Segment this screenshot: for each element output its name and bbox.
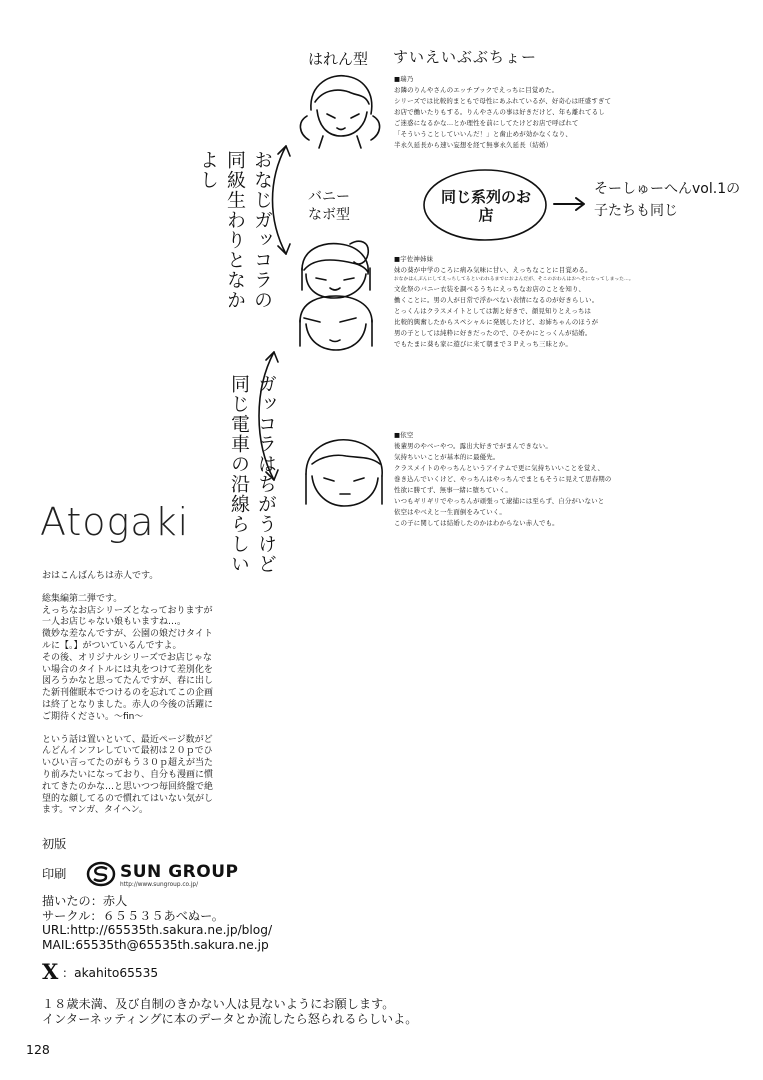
- char-line: この子に関しては結婚したのかはわからない赤人でも。: [394, 519, 559, 527]
- afterword-paragraph: おはこんばんちは赤人です。: [42, 571, 159, 581]
- afterword-paragraph: 総集編第二弾です。 えっちなお店シリーズとなっておりますが 一人お店じゃない娘もいますね…。 微妙な差なんですが、公園の娘だけタイト ルに【。】がついているんですよ。 その後、オリジナルシリーズでお店じゃな い場合のタイトルには丸をつけて差別化を 図ろうかなと思ってたんですが、春に出し た新刊催眠本でつけるのを忘れてこの企画 は終了となりました。赤人の今後の活躍に ご期待ください。～fin～: [42, 593, 214, 722]
- character-sketch-mizuno: [293, 70, 389, 152]
- print-label: 印刷: [42, 867, 67, 881]
- char-line: 妹の葵が中学のころに病み気味に甘い、えっちなことに目覚める。: [394, 266, 592, 274]
- char-line: 巻き込んでいくけど、やっちんはやっちんでまともそうに見えて思春期の: [394, 475, 612, 483]
- credits-block: [42, 894, 272, 952]
- char-line: お店で働いたりもする。りんやさんの事は好きだけど、年も離れてるし: [394, 108, 605, 116]
- char-line: ご迷惑になるかな…とか理性を前にしてたけどお店で呼ばれて: [394, 119, 579, 127]
- char-line: 性欲に勝てず、無事一緒に堕ちていく。: [394, 486, 512, 494]
- char-line: 「そういうことしていいんだ！」と歯止めが効かなくなり、: [394, 130, 572, 138]
- char-block-isora: [394, 430, 612, 529]
- char-line: 働くことに。男の人が日常で浮かべない表情になるのが好きらしい。: [394, 296, 599, 304]
- note-same-school-classmates: おなじガッコラの同級生わりとなかよし: [197, 150, 273, 310]
- page-number: 128: [26, 1042, 50, 1057]
- char-line: 男の子としては純粋に好きだったので、ひそかにとっくんが結婚。: [394, 329, 592, 337]
- char-line: とっくんはクラスメイトとしては割と好きで、顔見知りとえっちは: [394, 307, 592, 315]
- credit-url: URL:http://65535th.sakura.ne.jp/blog/: [42, 923, 273, 938]
- label-bunny-type: バニーなボ型: [308, 189, 350, 223]
- afterword-title: Atogaki: [40, 500, 190, 544]
- notice-piracy: インターネッティングに本のデータとか流したら怒られるらしいよ。: [42, 1011, 418, 1026]
- right-arrow: [552, 196, 588, 212]
- notices-block: [42, 997, 418, 1026]
- credit-artist: 描いたの：赤人: [42, 894, 128, 908]
- printer-name: SUN GROUP: [120, 862, 239, 882]
- afterword-paragraph: という話は置いといて、最近ページ数がど んどんインフレしていて最初は２０ｐでひ いひい言ってたのがもう３０ｐ超えが当た り前みたいになっており、自分も漫画に慣 れてきたのかな…と思いつつ毎回終盤で絶 望的な顔してるので慣れてはいない気がし ます。マンガ、タイヘン。: [42, 734, 214, 816]
- printer-url: http://www.sungroup.co.jp/: [120, 882, 199, 888]
- char-line: 依空はやべえと一生面倒をみていく。: [394, 508, 506, 516]
- char-line: クラスメイトのやっちんというアイテムで更に気持ちいいことを覚え、: [394, 464, 605, 472]
- x-logo-icon: X: [42, 959, 59, 984]
- character-sketch-isora: [296, 434, 396, 514]
- char-block-usagami: [394, 254, 634, 350]
- credit-mail: MAIL:65535th@65535th.sakura.ne.jp: [42, 937, 269, 952]
- char-line: でもたまに葵も家に遊びに来て朝まで３Ｐえっち三昧とか。: [394, 340, 572, 348]
- char-name: ■宇佐神姉妹: [394, 255, 434, 263]
- sungroup-logo-icon: [86, 861, 116, 887]
- note-same-train-line: ガッコラはちがうけど同じ電車の沿線らしい: [228, 374, 277, 574]
- char-line: シリーズでは比較的まともで母性にあふれているが、好奇心は旺盛すぎて: [394, 97, 612, 105]
- printer-logo: [86, 861, 239, 891]
- credit-circle: サークル：６５５３５あべぬー。: [42, 908, 224, 923]
- label-swim-captain: すいえいぶぶちょー: [393, 48, 538, 66]
- edition-label: 初版: [42, 837, 67, 851]
- label-hairen-type: はれん型: [308, 50, 369, 68]
- note-vol1-same: そーしゅーへんvol.1の子たちも同じ: [594, 181, 741, 219]
- char-line: 気持ちいいことが基本的に最優先。: [394, 453, 500, 461]
- char-line: 後輩男のやべーやつ。露出大好きでがまんできない。: [394, 442, 552, 450]
- afterword-body: [42, 571, 222, 817]
- char-line: 半永久延長から速い妄想を経て無事永久延長（結婚）: [394, 141, 553, 149]
- char-block-mizuno: [394, 74, 611, 151]
- bubble-same-chain-store: 同じ系列のお店: [440, 188, 531, 224]
- char-line: お隣のりんやさんのエッチブックでえっちに目覚めた。: [394, 86, 559, 94]
- x-handle: ：akahito65535: [62, 966, 159, 980]
- char-name: ■依空: [394, 431, 414, 439]
- char-line: 文化祭のバニー衣装を調べるうちにえっちなお店のことを知り、: [394, 285, 586, 293]
- notice-age: １８歳未満、及び自制のきかない人は見ないようにお願します。: [42, 997, 395, 1011]
- character-sketch-usagami-sisters: [288, 238, 388, 356]
- char-name: ■瑞乃: [394, 75, 414, 83]
- char-line: 比較的興奮したからスペシャルに発展したけど、お姉ちゃんのほうが: [394, 318, 599, 326]
- curved-arrow-upper: [266, 140, 296, 260]
- char-line: いつもギリギリでやっちんが頑張って逮捕には至らず、自分がいないと: [394, 497, 605, 505]
- char-line: おなかはんぶんにしてえっちしてるといわれるまでにおよんだが、そこのおわんはおへそになってしまった…。: [394, 277, 634, 282]
